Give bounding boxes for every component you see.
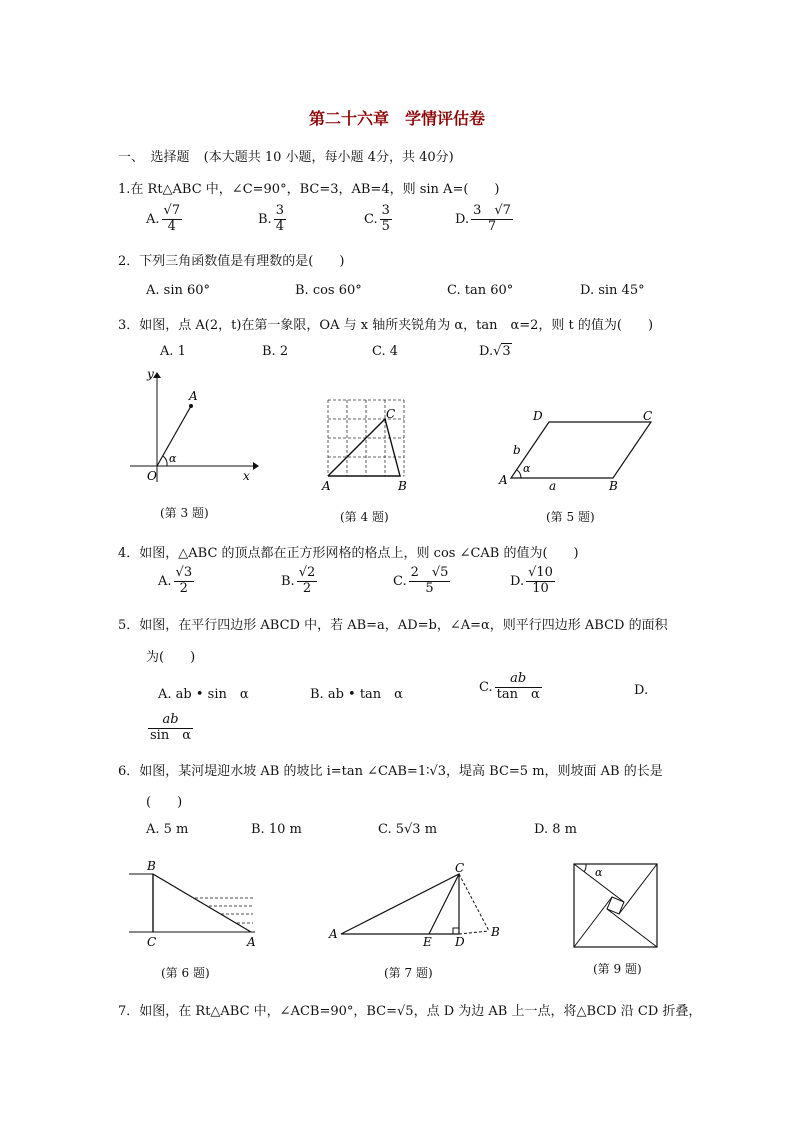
figure-9 xyxy=(568,858,664,954)
label-a: A xyxy=(329,927,338,941)
question-2-stem: 2．下列三角函数值是有理数的是( ) xyxy=(118,254,345,269)
question-5-stem: 5．如图，在平行四边形 ABCD 中，若 AB=a，AD=b，∠A=α，则平行四边形 ABCD 的面积 xyxy=(118,618,668,633)
section-label: 一、 选择题 xyxy=(118,150,190,165)
question-3-option-a: A. 1 xyxy=(160,344,186,359)
caption-figure-7: (第 7 题) xyxy=(384,966,433,980)
question-2-option-b: B. cos 60° xyxy=(295,283,362,298)
triangle-acd xyxy=(341,874,459,934)
figure-7 xyxy=(325,858,505,948)
label-b: B xyxy=(609,479,618,493)
label-side-a: a xyxy=(549,479,557,493)
label-a: A xyxy=(499,473,508,487)
triangle-abc xyxy=(328,419,400,476)
angle-arc xyxy=(163,456,167,466)
point-a xyxy=(189,404,193,408)
question-2-option-d: D. sin 45° xyxy=(580,283,645,298)
question-5-option-d: $\frac{ab}{\text{sin α}}$ xyxy=(150,712,191,743)
angle-arc xyxy=(584,864,586,872)
question-3-option-b: B. 2 xyxy=(262,344,289,359)
y-axis-arrow-icon xyxy=(153,372,161,378)
question-5-option-a: A. ab • sin α xyxy=(158,687,249,702)
question-6-option-c: C. 5√3 m xyxy=(378,822,438,837)
caption-figure-6: (第 6 题) xyxy=(161,966,210,980)
section-note: (本大题共 10 小题，每小题 4分，共 40分) xyxy=(203,150,454,165)
label-a: A xyxy=(189,389,198,403)
caption-figure-9: (第 9 题) xyxy=(593,962,642,976)
question-6-option-b: B. 10 m xyxy=(251,822,302,837)
label-c: C xyxy=(455,861,465,875)
question-5-option-b: B. ab • tan α xyxy=(310,687,403,702)
right-angle-mark xyxy=(453,928,459,934)
question-3-option-c: C. 4 xyxy=(372,344,399,359)
question-5-option-c: C. $\frac{ab}{\text{tan α}}$ xyxy=(479,671,540,702)
caption-figure-5: (第 5 题) xyxy=(546,510,595,524)
label-x: x xyxy=(243,469,250,483)
question-6-option-d: D. 8 m xyxy=(534,822,577,837)
question-3-option-d: D.√3 xyxy=(479,344,511,359)
figure-3 xyxy=(125,370,265,485)
label-d: D xyxy=(533,409,543,423)
question-1-option-a: A. $\frac{√7}{4}$ xyxy=(146,203,181,234)
question-3-stem: 3．如图，点 A(2，t)在第一象限，OA 与 x 轴所夹锐角为 α，tan α=2，则 t 的值为( ) xyxy=(118,318,654,333)
question-1-option-c: C. $\frac{3}{5}$ xyxy=(364,203,390,234)
label-o: O xyxy=(147,469,157,483)
question-4-option-d: D. $\frac{√10}{10}$ xyxy=(510,565,553,596)
label-alpha: α xyxy=(169,452,177,465)
label-side-b: b xyxy=(513,443,521,457)
question-4-option-a: A. $\frac{√3}{2}$ xyxy=(158,565,193,596)
label-c: C xyxy=(643,409,653,423)
question-5-stem-cont: 为( ) xyxy=(146,650,196,665)
x-axis-arrow-icon xyxy=(253,462,259,470)
question-6-stem: 6．如图，某河堤迎水坡 AB 的坡比 i=tan ∠CAB=1∶√3，堤高 BC=5 m，则坡面 AB 的长是 xyxy=(118,764,663,779)
label-b: B xyxy=(491,925,500,939)
water-lines xyxy=(195,898,253,923)
label-a: A xyxy=(322,479,331,493)
caption-figure-3: (第 3 题) xyxy=(160,506,209,520)
figure-5 xyxy=(493,404,663,494)
label-alpha: α xyxy=(523,462,531,475)
label-d: D xyxy=(455,935,465,948)
pinwheel-lines xyxy=(574,864,657,947)
section-heading xyxy=(118,146,454,165)
label-c: C xyxy=(147,935,157,948)
figure-6 xyxy=(125,856,265,948)
question-1-option-d: D. $\frac{3 √7}{7}$ xyxy=(455,203,511,234)
segment-ab xyxy=(153,874,251,932)
label-alpha: α xyxy=(595,866,603,879)
label-e: E xyxy=(423,935,432,948)
label-a: A xyxy=(247,935,256,948)
question-1-stem: 1.在 Rt△ABC 中，∠C=90°，BC=3，AB=4，则 sin A=( ) xyxy=(118,182,500,197)
question-6-stem-cont: ( ) xyxy=(146,795,183,810)
label-y: y xyxy=(147,370,154,381)
page-title: 第二十六章 学情评估卷 xyxy=(308,109,485,128)
question-6-option-a: A. 5 m xyxy=(146,822,189,837)
question-1-option-b: B. $\frac{3}{4}$ xyxy=(258,203,284,234)
segment-cb xyxy=(459,874,489,931)
question-4-option-b: B. $\frac{√2}{2}$ xyxy=(281,565,316,596)
question-4-option-c: C. $\frac{2 √5}{5}$ xyxy=(393,565,449,596)
segment-db xyxy=(459,931,489,934)
question-2-option-c: C. tan 60° xyxy=(447,283,514,298)
question-5-option-d-letter: D. xyxy=(634,683,649,698)
outer-square xyxy=(574,864,657,947)
parallelogram-abcd xyxy=(511,422,651,478)
figure-4 xyxy=(320,396,415,494)
segment-ce xyxy=(429,874,459,934)
question-2-option-a: A. sin 60° xyxy=(146,283,211,298)
question-4-stem: 4．如图，△ABC 的顶点都在正方形网格的格点上，则 cos ∠CAB 的值为( ) xyxy=(118,546,579,561)
question-7-stem: 7．如图，在 Rt△ABC 中，∠ACB=90°，BC=√5，点 D 为边 AB 上一点，将△BCD 沿 CD 折叠， xyxy=(118,1004,702,1019)
label-b: B xyxy=(398,479,407,493)
label-b: B xyxy=(147,859,156,873)
angle-arc xyxy=(517,470,521,478)
caption-figure-4: (第 4 题) xyxy=(340,510,389,524)
label-c: C xyxy=(386,407,396,421)
